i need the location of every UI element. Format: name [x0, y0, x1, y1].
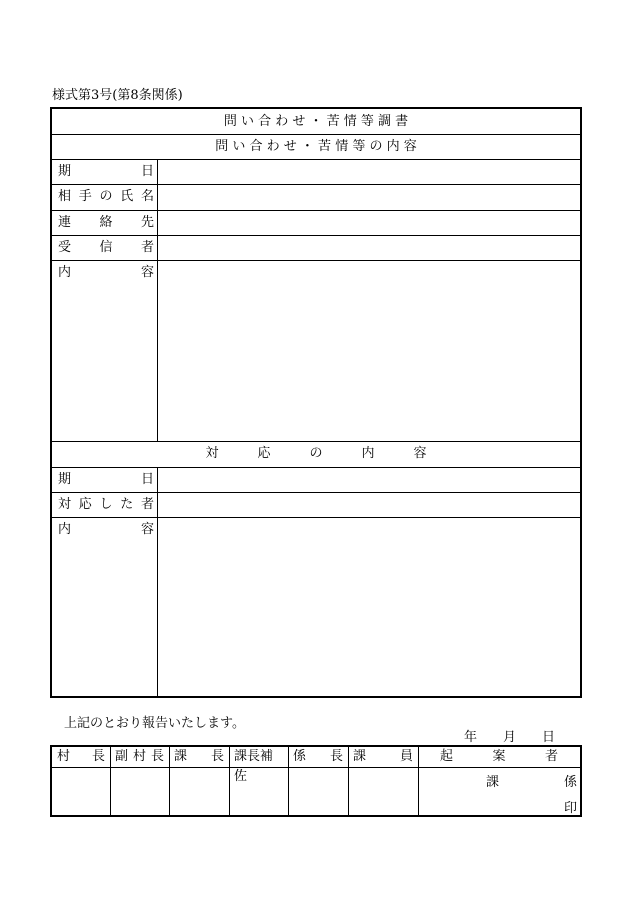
form-number-label: 様式第3号(第8条関係) — [52, 88, 183, 103]
label-response-content: 内 容 — [58, 522, 154, 537]
approval-table — [50, 745, 582, 817]
drafter-subsection-label: 係 — [564, 775, 578, 790]
header-staff: 課 員 — [353, 749, 413, 764]
label-date: 期 日 — [58, 164, 154, 179]
header-deputy-village-head: 副 村 長 — [115, 749, 164, 764]
label-response-date: 期 日 — [58, 472, 154, 487]
label-contact: 連 絡 先 — [58, 215, 154, 230]
response-section-header: 対 応 の 内 容 — [205, 446, 427, 461]
report-statement: 上記のとおり報告いたします。 — [64, 716, 245, 731]
inquiry-report-table — [50, 107, 582, 698]
table-title: 問 い 合 わ せ ・ 苦 情 等 調 書 — [223, 114, 409, 129]
label-responder: 対 応 し た 者 — [58, 497, 154, 512]
header-village-head: 村 長 — [57, 749, 105, 764]
date-line: 年 月 日 — [464, 730, 556, 745]
header-section-chief: 課 長 — [174, 749, 224, 764]
header-subsection-chief: 係 長 — [293, 749, 343, 764]
drafter-section-label: 課 — [486, 775, 500, 790]
seal-mark: 印 — [564, 801, 578, 816]
header-assistant-chief: 課長補佐 — [234, 749, 274, 784]
label-receiver: 受 信 者 — [58, 240, 154, 255]
inquiry-section-header: 問 い 合 わ せ ・ 苦 情 等 の 内 容 — [215, 139, 417, 154]
label-inquiry-content: 内 容 — [58, 265, 154, 280]
label-caller-name: 相 手 の 氏 名 — [58, 189, 154, 204]
header-drafter: 起 案 者 — [440, 749, 558, 764]
